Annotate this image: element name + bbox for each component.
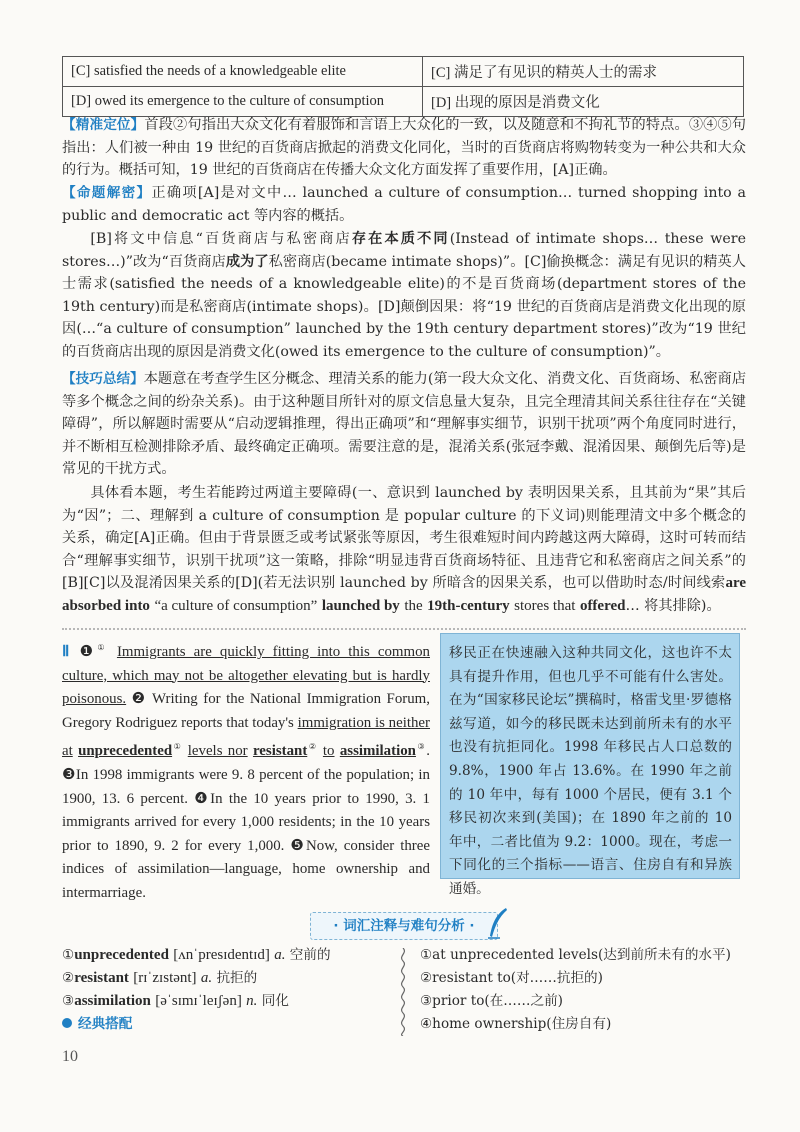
detail-text-3: stores that (514, 597, 576, 614)
section-number: Ⅱ (62, 643, 74, 660)
positioning-paragraph (62, 114, 746, 182)
b-bold-2: 成为了 (225, 253, 269, 270)
collocation-list (420, 944, 750, 1036)
b-text-2: (Instead of intimate shops… these were stores…)”改为“百货商店 (62, 231, 746, 270)
option-c-zh: [C] 满足了有见识的精英人士的需求 (423, 57, 744, 87)
sentence-1: Immigrants are quickly fitting into this common culture, which may not be altogether elevating but is hardly poisonous. (62, 643, 430, 708)
skill-paragraph (62, 368, 746, 481)
sentence-number-3: ❸ (62, 766, 76, 783)
vocab-unprecedented: unprecedented (78, 743, 173, 760)
options-table (62, 56, 744, 117)
decode-paragraph (62, 182, 746, 227)
bullet-icon (62, 1018, 72, 1028)
decode-tag: 【命题解密】 (62, 185, 152, 201)
vocab-banner: · 词汇注释与难句分析 · (310, 912, 498, 940)
collocation-item: ②resistant to(对……抗拒的) (420, 970, 603, 986)
detail-bold-2: launched by (321, 597, 400, 614)
option-row-c (63, 57, 744, 87)
option-d-zh: [D] 出现的原因是消费文化 (423, 87, 744, 117)
decode-text: 正确项[A]是对文中… launched a culture of consumption… turned shopping into a public and democratic act 等内容的概括。 (62, 185, 746, 224)
detail-quote: “a culture of consumption” (154, 597, 318, 614)
page-number: 10 (62, 1048, 78, 1065)
option-d-en: [D] owed its emergence to the culture of consumption (63, 87, 423, 117)
vocab-item: ②resistant [rɪˈzɪstənt] a. 抗拒的 (62, 970, 258, 986)
detail-paragraph (62, 482, 746, 618)
vocab-item: ①unprecedented [ʌnˈpresɪdentɪd] a. 空前的 (62, 947, 331, 963)
quill-icon (486, 906, 510, 940)
sentence-4: In the 10 years prior to 1990, 3. 1 immigrants arrived for every 1,000 residents; in the 10 years prior to 1890, 9. 2 for every 1,000. (62, 790, 430, 854)
vocab-notes (62, 944, 392, 1036)
b-text-3: 私密商店(became intimate shops)”。[C]偷换概念：满足有见识的精英人士需求(satisfied the needs of a knowledgeable elite)的不是百货商场(department stores of the 19th century)而是私密商店(intimate shops)。[D]颠倒因果：将“19 世纪的百货商店是消费文化出现的原因(…“a culture of consumption” launched by the 19th century department stores)”改为“19 世纪的百货商店出现的原因是消费文化(owed its emergence to the culture of consumption)”。 (62, 253, 746, 360)
sentence-2-a: Writing for the National Immigration Forum, Gregory Rodriguez reports that today's (62, 691, 430, 731)
positioning-text: 首段②句指出大众文化有着服饰和言语上大众化的一致，以及随意和不拘礼节的特点。③④⑤句指出：人们被一种由 19 世纪的百货商店掀起的消费文化同化，当时的百货商店将购物转变为一种公共和大众的行为。概括可知，19 世纪的百货商店在传播大众文化方面发挥了重要作用，[A]正确。 (62, 117, 746, 179)
sentence-number-1: ❶ (79, 643, 98, 660)
sentence-number-5: ❺ (290, 837, 307, 854)
translation-box: 移民正在快速融入这种共同文化，这也许不太具有提升作用，但也几乎不可能有什么害处。在为“国家移民论坛”撰稿时，格雷戈里·罗德格兹写道，如今的移民既未达到前所未有的水平也没有抗拒同化。1998 年移民占人口总数的 9.8%，1900 年占 13.6%。在 1990 年之前的 10 年中，每有 1000 个居民，便有 3.1 个移民初次来到(美国)；在 1890 年之前的 10 年中，二者比值为 9.2：1000。现在，考虑一下同化的三个指标——语言、住房自有和异族通婚。 (440, 633, 740, 879)
positioning-tag: 【精准定位】 (62, 117, 145, 133)
detail-bold-4: offered (579, 597, 626, 614)
detail-bold-1: are absorbed into (62, 575, 746, 614)
detail-text-1: 具体看本题，考生若能跨过两道主要障碍(一、意识到 launched by 表明因果关系，且其前为“果”其后为“因”；二、理解到 a culture of consumption 是 popular culture 的下义词)则能理清文中多个概念的关系，确定[A]正确。但由于背景匮乏或考试紧张等原因，考生很难短时间内跨越这两大障碍，这时可转而结合“理解事实细节，识别干扰项”这一策略，排除“明显违背百货商场特征、且违背它和私密商店之间关系”的[B][C]以及混淆因果关系的[D](若无法识别 launched by 所暗含的因果关系，也可以借助时态/时间线索 (62, 485, 746, 592)
option-c-en: [C] satisfied the needs of a knowledgeable elite (63, 57, 423, 87)
vocab-assimilation: assimilation (339, 743, 416, 760)
sentence-2-d: to (322, 743, 335, 760)
sentence-number-4: ❹ (194, 790, 211, 807)
collocation-item: ④home ownership(住房自有) (420, 1016, 612, 1032)
b-bold-1: 存在本质不同 (351, 231, 450, 247)
detail-text-2: the (404, 597, 423, 614)
detail-text-4: … 将其排除)。 (625, 597, 721, 614)
section-divider (62, 628, 746, 630)
skill-tag: 【技巧总结】 (62, 371, 144, 387)
english-passage: Ⅱ ❶① Immigrants are quickly fitting into this common culture, which may not be altogether elevating but is hardly poisonous. ❷ Writing for the National Immigration Forum, Gregory Rodriguez reports that today's immigration is neither at unprecedented① levels nor resistant② to assimilation③. ❸In 1998 immigrants were 9. 8 percent of the population; in 1900, 13. 6 percent. ❹In the 10 years prior to 1990, 3. 1 immigrants arrived for every 1,000 residents; in the 10 years prior to 1890, 9. 2 for every 1,000. ❺Now, consider three indices of assimilation—language, home ownership and intermarriage. (62, 643, 431, 901)
sentence-5: Now, consider three indices of assimilation—language, home ownership and intermarriage. (62, 837, 430, 901)
sentence-2-underlined: immigration is neither at (62, 714, 430, 760)
classic-collocation-heading: 经典搭配 (62, 1013, 392, 1036)
sentence-number-2: ❷ (131, 691, 147, 708)
footnote-mark: ① (97, 643, 109, 652)
sentence-2-c: levels nor (187, 743, 248, 760)
vocab-item: ③assimilation [əˈsɪmɪˈleɪʃən] n. 同化 (62, 993, 289, 1009)
b-text-1: [B]将文中信息“百货商店与私密商店 (90, 231, 352, 247)
vocab-resistant: resistant (252, 743, 308, 760)
skill-text: 本题意在考查学生区分概念、理清关系的能力(第一段大众文化、消费文化、百货商场、私密商店等多个概念之间的纷杂关系)。由于这种题目所针对的原文信息量大复杂，且完全理清其间关系往往存在“关键障碍”，所以解题时需要从“启动逻辑推理，得出正确项”和“理解事实细节，识别干扰项”两个角度同时进行，并不断相互检测排除矛盾、最终确定正确项。需要注意的是，混淆关系(张冠李戴、混淆因果、颠倒先后等)是常见的干扰方式。 (62, 371, 747, 478)
sentence-3: In 1998 immigrants were 9. 8 percent of the population; in 1900, 13. 6 percent. (62, 766, 430, 807)
detail-bold-3: 19th-century (427, 597, 510, 614)
option-b-analysis (62, 228, 746, 364)
collocation-item: ①at unprecedented levels(达到前所未有的水平) (420, 947, 731, 963)
option-row-d (63, 87, 744, 117)
collocation-item: ③prior to(在……之前) (420, 993, 563, 1009)
spiral-divider-icon (396, 948, 410, 1036)
